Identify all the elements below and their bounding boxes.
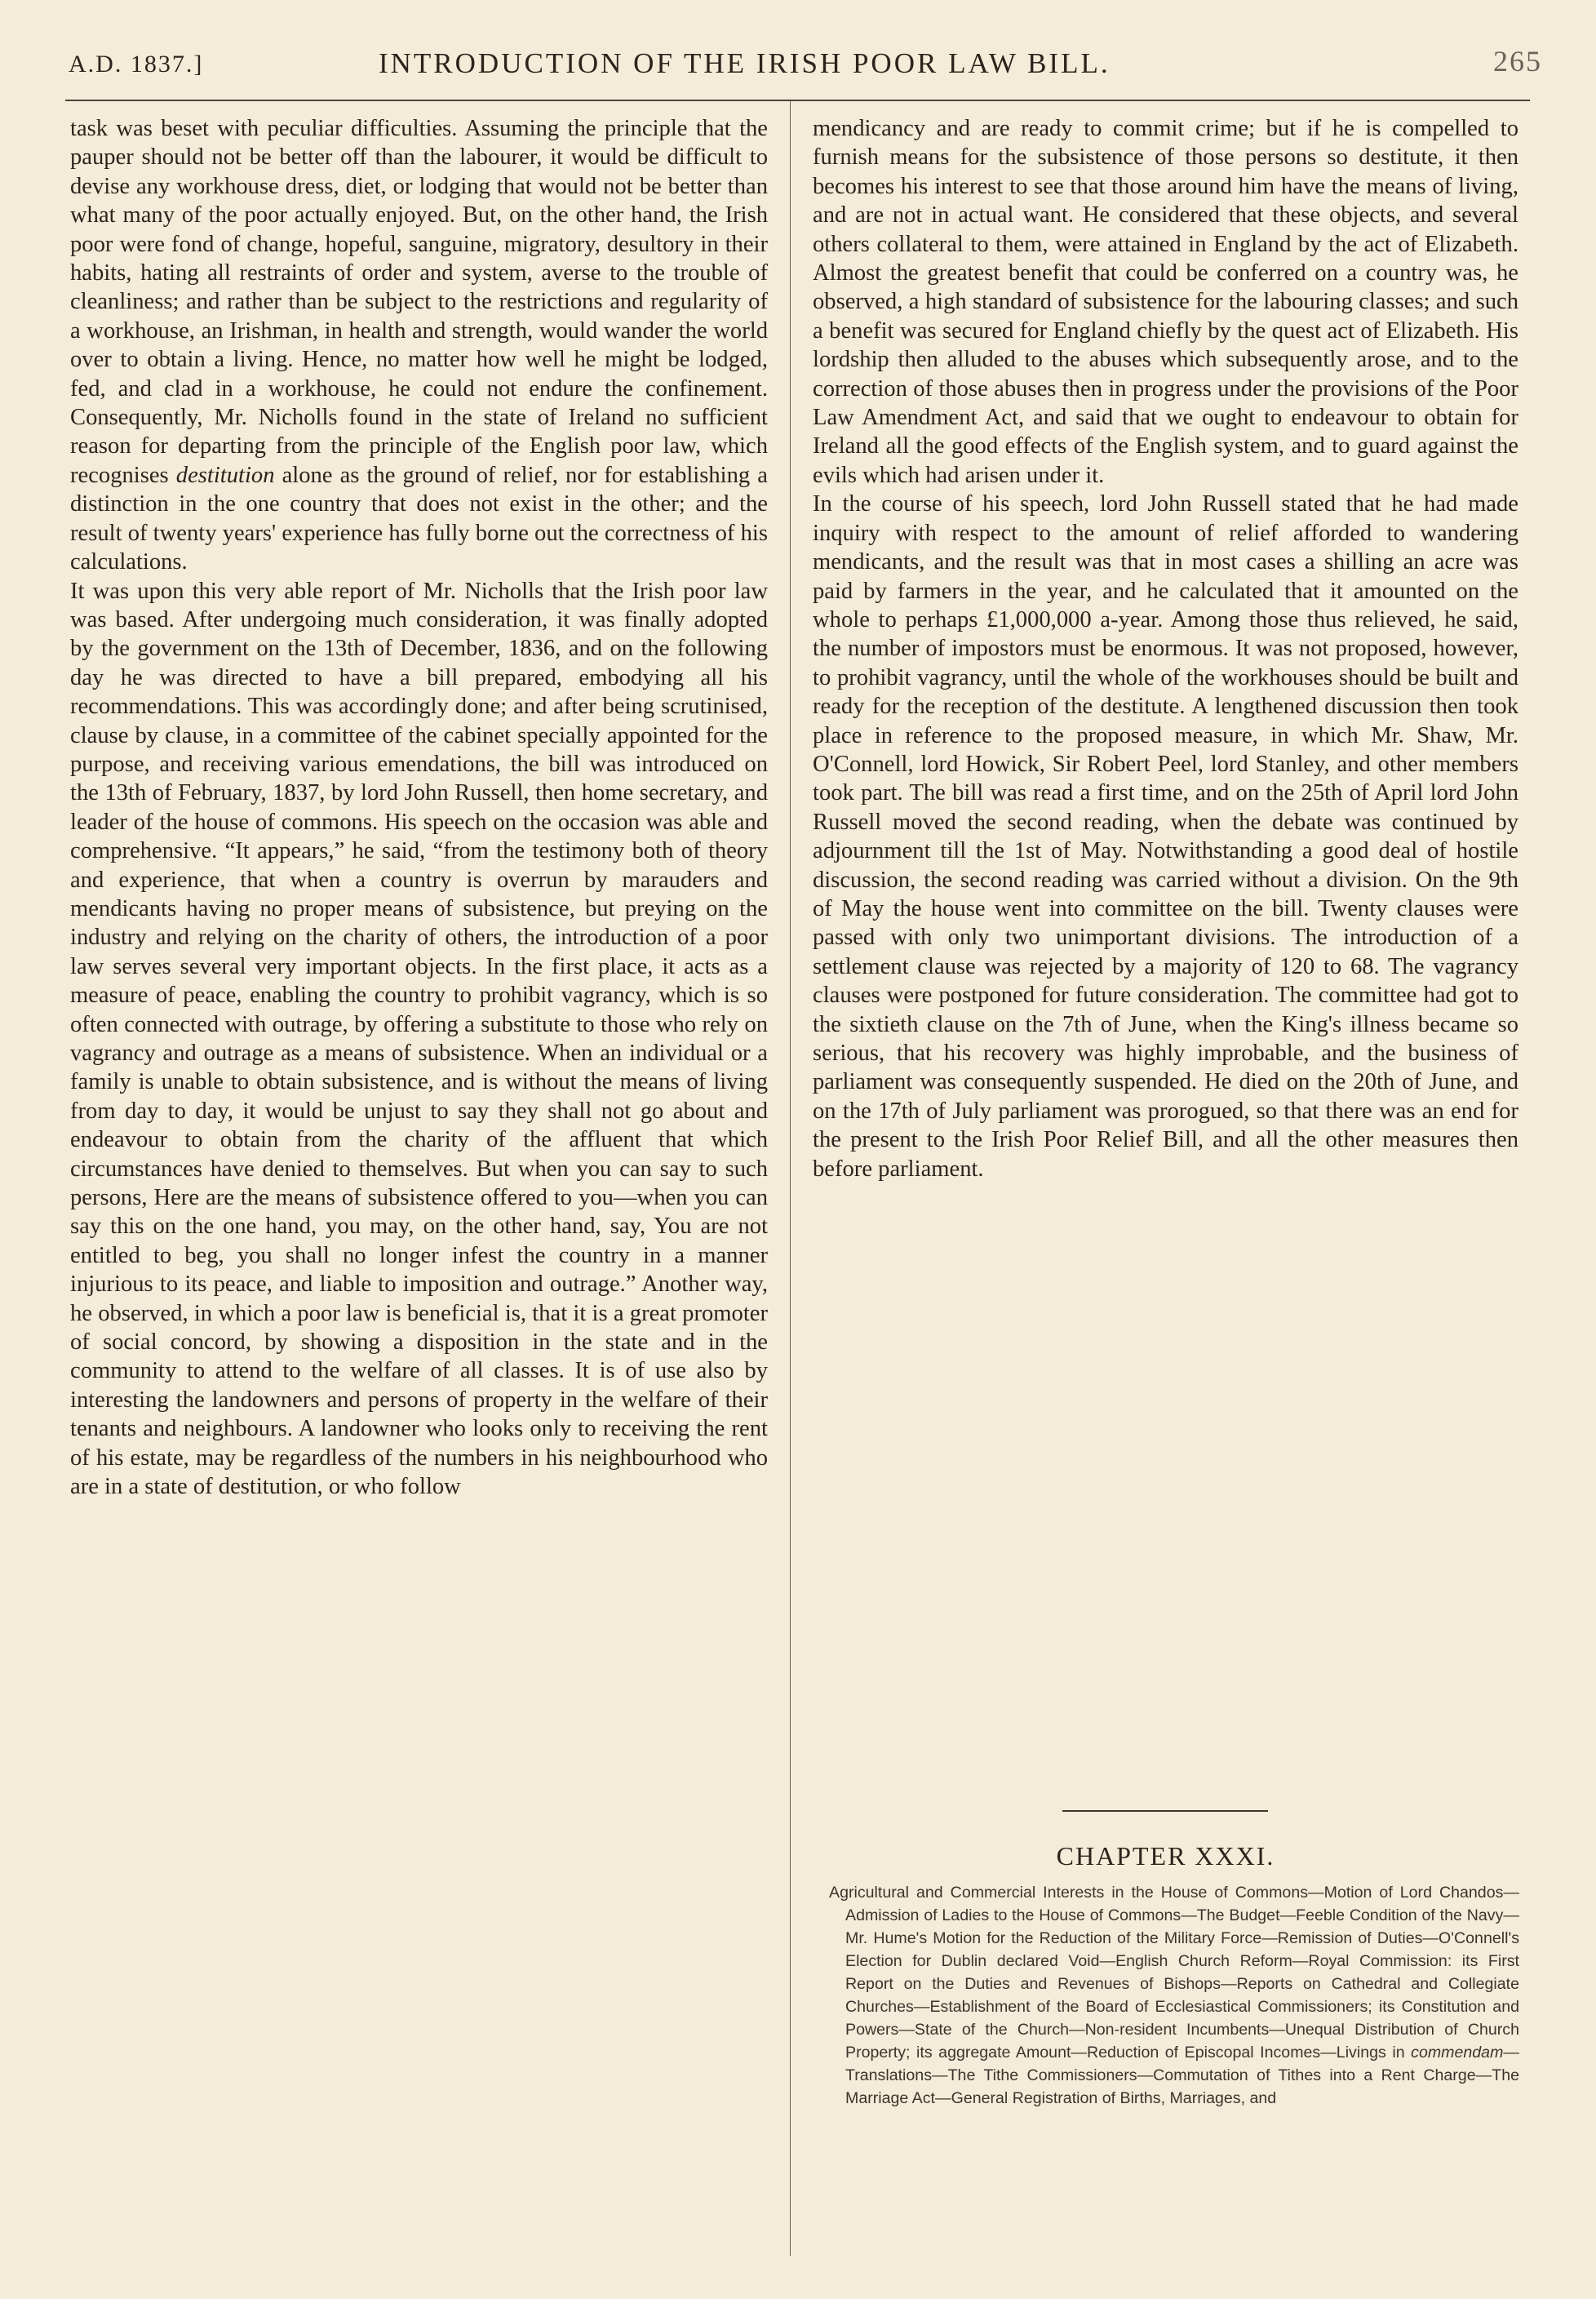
chapter-synopsis [813,1881,1519,2110]
left-paragraph-1 [70,114,768,577]
right-paragraph-1: mendicancy and are ready to commit crime; but if he is compelled to furnish means for the subsistence of those persons so destitute, it then becomes his interest to see that those around him have the means of living, and are not in actual want. He considered that these objects, and several others collateral to them, were attained in England by the act of Elizabeth. Almost the greatest benefit that could be conferred on a country was, he observed, a high standard of subsistence for the labouring classes; and such a benefit was secured for England chiefly by the quest act of Elizabeth. His lordship then alluded to the abuses which subsequently arose, and to the correction of those abuses then in progress under the provisions of the Poor Law Amendment Act, and said that we ought to endeavour to obtain for Ireland all the good effects of the English system, and to guard against the evils which had arisen under it. [813,116,1518,488]
header-rule [65,100,1530,101]
running-head-year: A.D. 1837.] [69,51,204,78]
emphasis-destitution: destitution [175,462,275,488]
emphasis-commendam: commendam [1411,2044,1504,2062]
synopsis-part-b: —Translations—The Tithe Commissioners—Commutation of Tithes into a Rent Charge—The Marriage Act—General Registration of Births, Marriages, and [845,2044,1519,2107]
left-paragraph-1-text: task was beset with peculiar difficulties. Assuming the principle that the pauper should not be better off than the labourer, it would be difficult to devise any workhouse dress, diet, or lodging that would not be better than what many of the poor actually enjoyed. But, on the other hand, the Irish poor were fond of change, hopeful, sanguine, migratory, desultory in their habits, hating all restraints of order and system, averse to the trouble of cleanliness; and rather than be subject to the restrictions and regularity of a workhouse, an Irishman, in health and strength, would wander the world over to obtain a living. Hence, no matter how well he might be lodged, fed, and clad in a workhouse, he could not endure the confinement. Consequently, Mr. Nicholls found in the state of Ireland no sufficient reason for departing from the principle of the English poor law, which recognises [70,116,768,488]
right-paragraph-2: In the course of his speech, lord John Russell stated that he had made inquiry with respect to the amount of relief afforded to wandering mendicants, and the result was that in most cases a shilling an acre was paid by farmers in the year, and he calculated that it amounted on the whole to perhaps £1,000,000 a-year. Among those thus relieved, he said, the number of impostors must be enormous. It was not proposed, however, to prohibit vagrancy, until the whole of the workhouses should be built and ready for the reception of the destitute. A lengthened discussion then took place in reference to the proposed measure, in which Mr. Shaw, Mr. O'Connell, lord Howick, Sir Robert Peel, lord Stanley, and other members took part. The bill was read a first time, and on the 25th of April lord John Russell moved the second reading, when the debate was continued by adjournment till the 1st of May. Notwithstanding a good deal of hostile discussion, the second reading was carried without a division. On the 9th of May the house went into committee on the bill. Twenty clauses were passed with only two unimportant divisions. The introduction of a settlement clause was rejected by a majority of 120 to 68. The vagrancy clauses were postponed for future consideration. The committee had got to the sixtieth clause on the 7th of June, when the King's illness became so serious, that his recovery was highly improbable, and the business of parliament was consequently suspended. He died on the 20th of June, and on the 17th of July parliament was prorogued, so that there was an end for the present to the Irish Poor Relief Bill, and all the other measures then before parliament. [813,491,1518,1182]
left-paragraph-2: It was upon this very able report of Mr. Nicholls that the Irish poor law was based. After undergoing much consideration, it was finally adopted by the government on the 13th of December, 1836, and on the following day he was directed to have a bill prepared, embodying all his recommendations. This was accordingly done; and after being scrutinised, clause by clause, in a committee of the cabinet specially appointed for the purpose, and receiving various emendations, the bill was introduced on the 13th of February, 1837, by lord John Russell, then home secretary, and leader of the house of commons. His speech on the occasion was able and comprehensive. “It appears,” he said, “from the testimony both of theory and experience, that when a country is overrun by marauders and mendicants having no proper means of subsistence, but preying on the industry and relying on the charity of others, the introduction of a poor law serves several very important objects. In the first place, it acts as a measure of peace, enabling the country to prohibit vagrancy, which is so often connected with outrage, by offering a substitute to those who rely on vagrancy and outrage as a means of subsistence. When an individual or a family is unable to obtain subsistence, and is without the means of living from day to day, it would be unjust to say they shall not go about and endeavour to obtain from the charity of the affluent that which circumstances have denied to themselves. But when you can say to such persons, Here are the means of subsistence offered to you—when you can say this on the one hand, you may, on the other hand, say, You are not entitled to beg, you shall no longer infest the country in a manner injurious to its peace, and liable to imposition and outrage.” Another way, he observed, in which a poor law is beneficial is, that it is a great promoter of social concord, by showing a disposition in the state and in the community to attend to the welfare of all classes. It is of use also by interesting the landowners and persons of property in the welfare of their tenants and neighbours. A landowner who looks only to receiving the rent of his estate, may be regardless of the numbers in his neighbourhood who are in a state of destitution, or who follow [70,578,768,1500]
running-head [69,44,1542,90]
synopsis-part-a: Agricultural and Commercial Interests in the House of Commons—Motion of Lord Chandos—Admission of Ladies to the House of Commons—The Budget—Feeble Condition of the Navy—Mr. Hume's Motion for the Reduction of the Military Force—Remission of Duties—O'Connell's Election for Dublin declared Void—English Church Reform—Royal Commission: its First Report on the Duties and Revenues of Bishops—Reports on Cathedral and Collegiate Churches—Establishment of the Board of Ecclesiastical Commissioners; its Constitution and Powers—State of the Church—Non-resident Incumbents—Unequal Distribution of Church Property; its aggregate Amount—Reduction of Episcopal Incomes—Livings in [829,1884,1519,2062]
left-column [70,114,768,1502]
chapter-title: CHAPTER XXXI. [1056,1841,1275,1871]
left-paragraph-1-tail: alone as the ground of relief, nor for establishing a distinction in the one country that does not exist in the other; and the result of twenty years' experience has fully borne out the correctness of his calculations. [70,462,768,575]
page-number: 265 [1493,45,1542,78]
chapter-rule [1062,1810,1268,1812]
synopsis-text [813,1881,1519,2110]
running-head-title: INTRODUCTION OF THE IRISH POOR LAW BILL. [379,47,1111,79]
right-column [813,114,1518,1183]
column-divider [790,101,791,2256]
